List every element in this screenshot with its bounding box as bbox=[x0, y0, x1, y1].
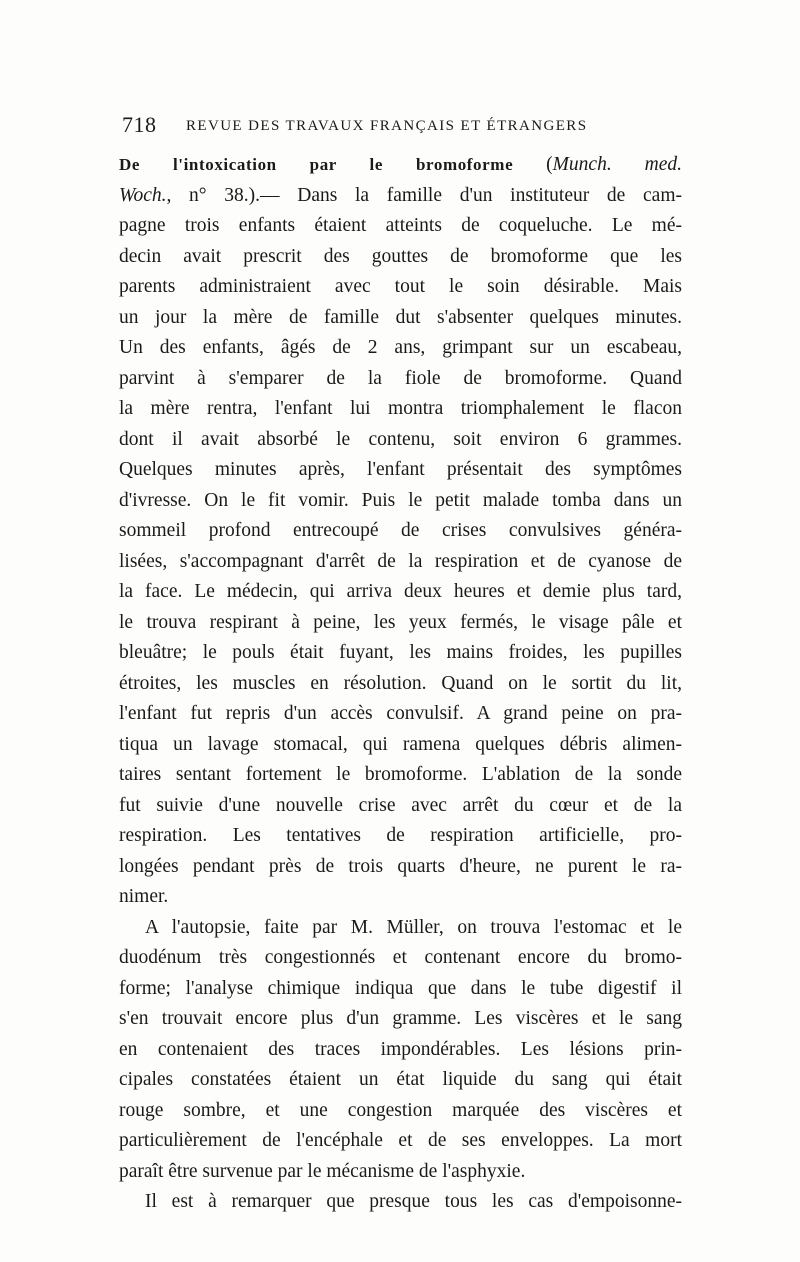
text-line: fut suivie d'une nouvelle crise avec arrêt du cœur et de la bbox=[119, 794, 682, 816]
text-line: en contenaient des traces impondérables. Les lésions prin- bbox=[119, 1038, 682, 1060]
paragraph-start-line: A l'autopsie, faite par M. Müller, on trouva l'estomac et le bbox=[145, 916, 682, 938]
text-line: particulièrement de l'encéphale et de ses enveloppes. La mort bbox=[119, 1130, 682, 1151]
text-line: longées pendant près de trois quarts d'heure, ne purent le ra- bbox=[119, 855, 682, 877]
text-line: le trouva respirant à peine, les yeux fermés, le visage pâle et bbox=[119, 611, 682, 633]
text-line: bleuâtre; le pouls était fuyant, les mains froides, les pupilles bbox=[119, 642, 682, 663]
article-title-line bbox=[119, 150, 682, 181]
source-open-paren: ( bbox=[546, 154, 553, 175]
text-line: pagne trois enfants étaient atteints de coqueluche. Le mé- bbox=[119, 215, 682, 236]
text-line: lisées, s'accompagnant d'arrêt de la respiration et de cyanose de bbox=[119, 550, 682, 572]
text-line: duodénum très congestionnés et contenant encore du bromo- bbox=[119, 947, 682, 968]
page-number: 718 bbox=[122, 112, 157, 137]
text-line: cipales constatées étaient un état liquide du sang qui était bbox=[119, 1069, 682, 1090]
text-line: Quelques minutes après, l'enfant présentait des symptômes bbox=[119, 459, 682, 480]
text-line: dont il avait absorbé le contenu, soit environ 6 grammes. bbox=[119, 428, 682, 450]
text-line: nimer. bbox=[119, 886, 169, 907]
text-line: respiration. Les tentatives de respiration artificielle, pro- bbox=[119, 825, 682, 846]
source-journal: Munch. med. bbox=[552, 154, 683, 175]
text-line: l'enfant fut repris d'un accès convulsif. A grand peine on pra- bbox=[119, 703, 682, 724]
source-line-tail: , n° 38.).— Dans la famille d'un instituteur de cam- bbox=[166, 184, 682, 206]
text-line: rouge sombre, et une congestion marquée des viscères et bbox=[119, 1099, 682, 1121]
text-line: d'ivresse. On le fit vomir. Puis le petit malade tomba dans un bbox=[119, 489, 682, 511]
text-line: paraît être survenue par le mécanisme de l'asphyxie. bbox=[119, 1160, 526, 1182]
source-line bbox=[119, 181, 682, 212]
text-line: sommeil profond entrecoupé de crises convulsives généra- bbox=[119, 520, 682, 541]
text-line: taires sentant fortement le bromoforme. L'ablation de la sonde bbox=[119, 764, 682, 785]
text-line: la face. Le médecin, qui arriva deux heures et demie plus tard, bbox=[119, 581, 682, 602]
article-body bbox=[119, 150, 682, 1218]
text-line: s'en trouvait encore plus d'un gramme. Les viscères et le sang bbox=[119, 1008, 682, 1029]
text-line: parvint à s'emparer de la fiole de bromoforme. Quand bbox=[119, 367, 682, 389]
text-line: tiqua un lavage stomacal, qui ramena quelques débris alimen- bbox=[119, 733, 682, 755]
text-line: parents administraient avec tout le soin désirable. Mais bbox=[119, 276, 682, 297]
text-line: Un des enfants, âgés de 2 ans, grimpant sur un escabeau, bbox=[119, 337, 682, 358]
source-journal-abbrev: Woch. bbox=[119, 184, 167, 206]
text-line: étroites, les muscles en résolution. Quand on le sortit du lit, bbox=[119, 672, 682, 694]
text-line: forme; l'analyse chimique indiqua que dans le tube digestif il bbox=[119, 977, 682, 999]
paragraph-start-line: Il est à remarquer que presque tous les cas d'empoisonne- bbox=[145, 1191, 682, 1212]
running-head bbox=[122, 112, 682, 142]
text-line: la mère rentra, l'enfant lui montra triomphalement le flacon bbox=[119, 398, 682, 419]
article-title: De l'intoxication par le bromoforme bbox=[119, 155, 514, 174]
text-line: un jour la mère de famille dut s'absenter quelques minutes. bbox=[119, 306, 682, 328]
text-line: decin avait prescrit des gouttes de bromoforme que les bbox=[119, 245, 682, 267]
running-title: REVUE DES TRAVAUX FRANÇAIS ET ÉTRANGERS bbox=[186, 118, 588, 134]
